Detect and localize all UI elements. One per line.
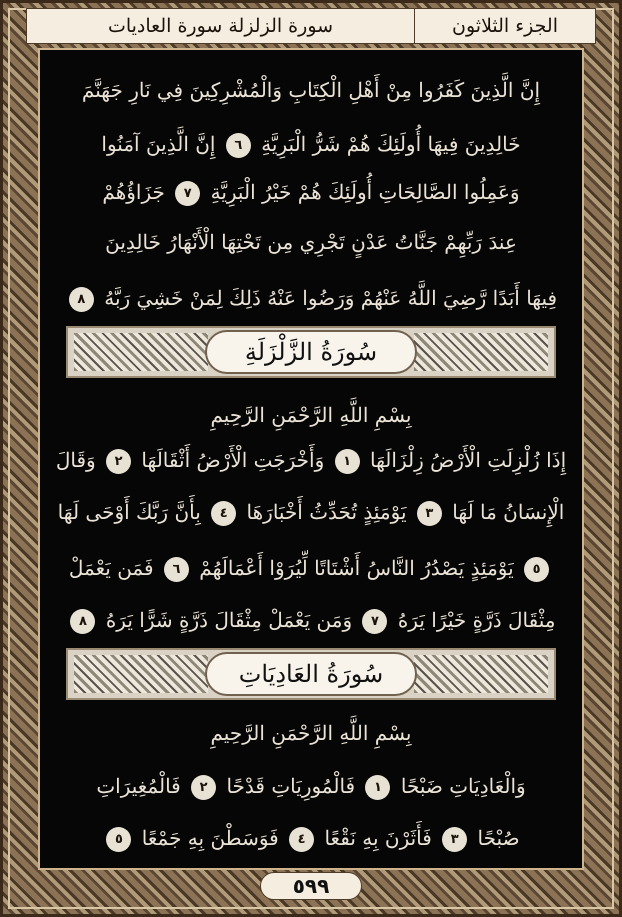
juz-label: الجزء الثلاثون [414, 9, 595, 43]
ayah-number-marker: ٨ [69, 287, 94, 312]
basmala: بِسْمِ اللَّهِ الرَّحْمَنِ الرَّحِيمِ [210, 403, 412, 427]
ayah-number-marker: ٧ [362, 609, 387, 634]
surah-banner-adiyat [66, 648, 556, 700]
page-number: ٥٩٩ [260, 872, 362, 900]
verse-text: خَالِدِينَ فِيهَا أُولَئِكَ هُمْ شَرُّ الْبَرِيَّةِ [261, 132, 521, 156]
surah-title-box [205, 330, 417, 374]
surah-title: سُورَةُ الزَّلْزَلَةِ [244, 338, 378, 366]
ayah-number-marker: ٨ [70, 609, 95, 634]
ayah-number-marker: ٣ [442, 827, 467, 852]
verse-line [44, 70, 578, 110]
ayah-number-marker: ٢ [191, 775, 216, 800]
verse-text: فَالْمُغِيرَاتِ [96, 774, 181, 798]
verse-text: وَمَن يَعْمَلْ مِثْقَالَ ذَرَّةٍ شَرًّا يَرَهُ [105, 608, 353, 632]
verse-text: فَوَسَطْنَ بِهِ جَمْعًا [141, 826, 279, 850]
verse-line [44, 600, 578, 640]
verse-text: وَعَمِلُوا الصَّالِحَاتِ أُولَئِكَ هُمْ خَيْرُ الْبَرِيَّةِ [210, 180, 520, 204]
verse-text: جَزَاؤُهُمْ [102, 180, 165, 204]
ayah-number-marker: ٥ [524, 557, 549, 582]
ayah-number-marker: ٦ [164, 557, 189, 582]
verse-text: وَالْعَادِيَاتِ ضَبْحًا [400, 774, 526, 798]
surah-title: سُورَةُ العَادِيَاتِ [238, 660, 384, 688]
verse-text: صُبْحًا [477, 826, 520, 850]
verse-text: بِأَنَّ رَبَّكَ أَوْحَى لَهَا [57, 500, 201, 524]
verse-text: وَأَخْرَجَتِ الْأَرْضُ أَثْقَالَهَا [141, 448, 325, 472]
verse-text: إِنَّ الَّذِينَ كَفَرُوا مِنْ أَهْلِ الْكِتَابِ وَالْمُشْرِكِينَ فِي نَارِ جَهَنَّمَ [81, 78, 541, 102]
verse-text: إِنَّ الَّذِينَ آمَنُوا [101, 132, 216, 156]
surah-title-box [205, 652, 417, 696]
verse-text: فِيهَا أَبَدًا رَّضِيَ اللَّهُ عَنْهُمْ وَرَضُوا عَنْهُ ذَلِكَ لِمَنْ خَشِيَ رَبَّهُ [104, 286, 558, 310]
banner-ornament-right [414, 333, 548, 371]
verse-line [44, 124, 578, 164]
page-header [26, 8, 596, 44]
ayah-number-marker: ٧ [175, 181, 200, 206]
verse-text: فَالْمُورِيَاتِ قَدْحًا [226, 774, 356, 798]
ayah-number-marker: ١ [365, 775, 390, 800]
banner-ornament-right [414, 655, 548, 693]
verse-text: فَأَثَرْنَ بِهِ نَقْعًا [324, 826, 432, 850]
ayah-number-marker: ٢ [106, 449, 131, 474]
verse-line [44, 818, 578, 858]
ayah-number-marker: ٥ [106, 827, 131, 852]
basmala: بِسْمِ اللَّهِ الرَّحْمَنِ الرَّحِيمِ [210, 721, 412, 745]
ayah-number-marker: ١ [335, 449, 360, 474]
verse-text: وَقَالَ [55, 448, 96, 472]
verse-text: يَوْمَئِذٍ يَصْدُرُ النَّاسُ أَشْتَاتًا لِّيُرَوْا أَعْمَالَهُمْ [199, 556, 514, 580]
verse-line [44, 492, 578, 532]
verse-text: إِذَا زُلْزِلَتِ الْأَرْضُ زِلْزَالَهَا [369, 448, 567, 472]
verse-text: مِثْقَالَ ذَرَّةٍ خَيْرًا يَرَهُ [397, 608, 556, 632]
ayah-number-marker: ٤ [211, 501, 236, 526]
verse-text: عِندَ رَبِّهِمْ جَنَّاتُ عَدْنٍ تَجْرِي مِن تَحْتِهَا الْأَنْهَارُ خَالِدِينَ [105, 230, 517, 254]
verse-line [44, 222, 578, 262]
verse-text: يَوْمَئِذٍ تُحَدِّثُ أَخْبَارَهَا [246, 500, 407, 524]
verse-text: الْإِنسَانُ مَا لَهَا [452, 500, 565, 524]
ayah-number-marker: ٤ [289, 827, 314, 852]
verse-line [44, 766, 578, 806]
surah-names-label: سورة الزلزلة سورة العاديات [107, 15, 334, 37]
ayah-number-marker: ٣ [417, 501, 442, 526]
verse-line [44, 440, 578, 480]
verse-line [44, 172, 578, 212]
banner-ornament-left [74, 655, 208, 693]
ayah-number-marker: ٦ [226, 133, 251, 158]
verse-line [44, 278, 578, 318]
surah-banner-zalzalah [66, 326, 556, 378]
verse-text: فَمَن يَعْمَلْ [68, 556, 154, 580]
banner-ornament-left [74, 333, 208, 371]
verse-line [44, 548, 578, 588]
